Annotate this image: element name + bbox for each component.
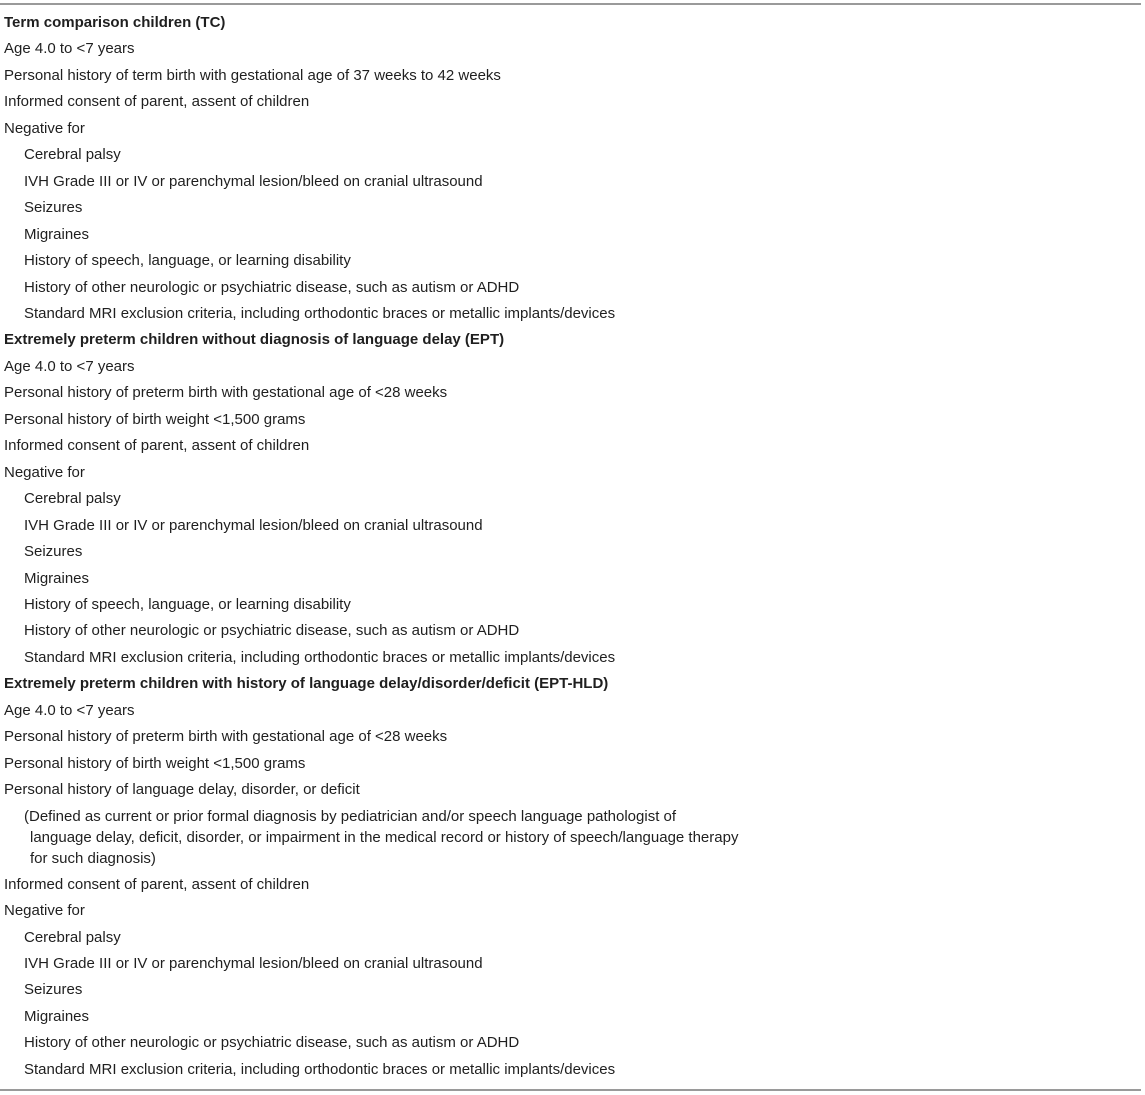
negative-item: History of speech, language, or learning disability (24, 595, 351, 613)
negative-item: Seizures (24, 543, 83, 561)
negative-item: Migraines (24, 1007, 90, 1025)
negative-item: Cerebral palsy (24, 490, 121, 508)
negative-item: History of other neurologic or psychiatric disease, such as autism or ADHD (24, 622, 520, 640)
criteria-table (0, 10, 1141, 1083)
negative-item: History of other neurologic or psychiatric disease, such as autism or ADHD (24, 1034, 520, 1052)
negative-item: Migraines (24, 569, 90, 587)
negative-item: Seizures (24, 981, 83, 999)
criteria-line: Personal history of preterm birth with gestational age of <28 weeks (4, 728, 448, 746)
section-heading-ept-hld: Extremely preterm children with history of language delay/disorder/deficit (EPT-HLD) (4, 675, 609, 693)
negative-item: Cerebral palsy (24, 928, 121, 946)
negative-item: IVH Grade III or IV or parenchymal lesion/bleed on cranial ultrasound (24, 172, 483, 190)
criteria-line: Age 4.0 to <7 years (4, 40, 135, 58)
criteria-line: Age 4.0 to <7 years (4, 701, 135, 719)
definition-note-line: for such diagnosis) (30, 849, 156, 867)
negative-item: History of other neurologic or psychiatric disease, such as autism or ADHD (24, 278, 520, 296)
section-heading-ept: Extremely preterm children without diagnosis of language delay (EPT) (4, 331, 505, 349)
negative-item: Cerebral palsy (24, 146, 121, 164)
negative-item: Seizures (24, 199, 83, 217)
negative-item: IVH Grade III or IV or parenchymal lesion/bleed on cranial ultrasound (24, 516, 483, 534)
criteria-line: Negative for (4, 902, 85, 920)
criteria-line: Personal history of term birth with gestational age of 37 weeks to 42 weeks (4, 66, 501, 84)
criteria-line: Informed consent of parent, assent of children (4, 437, 310, 455)
negative-item: History of speech, language, or learning disability (24, 252, 351, 270)
negative-item: Migraines (24, 225, 90, 243)
criteria-line: Personal history of birth weight <1,500 grams (4, 754, 306, 772)
negative-item: Standard MRI exclusion criteria, including orthodontic braces or metallic implants/devices (24, 648, 616, 666)
negative-item: Standard MRI exclusion criteria, including orthodontic braces or metallic implants/devices (24, 1060, 616, 1078)
criteria-line: Age 4.0 to <7 years (4, 357, 135, 375)
criteria-line: Personal history of birth weight <1,500 grams (4, 410, 306, 428)
definition-note-line: (Defined as current or prior formal diagnosis by pediatrician and/or speech language pathologist of (24, 807, 677, 825)
table-bottom-rule (0, 1089, 1141, 1091)
definition-note-line: language delay, deficit, disorder, or impairment in the medical record or history of speech/language therapy (30, 828, 739, 846)
section-heading-tc: Term comparison children (TC) (4, 14, 226, 31)
criteria-line: Personal history of preterm birth with gestational age of <28 weeks (4, 384, 448, 402)
definition-note (0, 804, 1141, 872)
criteria-line: Personal history of language delay, disorder, or deficit (4, 781, 360, 799)
criteria-line: Informed consent of parent, assent of children (4, 93, 310, 111)
negative-item: IVH Grade III or IV or parenchymal lesion/bleed on cranial ultrasound (24, 954, 483, 972)
criteria-line: Negative for (4, 119, 85, 137)
criteria-line: Negative for (4, 463, 85, 481)
criteria-line: Informed consent of parent, assent of children (4, 875, 310, 893)
table-top-rule (0, 3, 1141, 5)
negative-item: Standard MRI exclusion criteria, including orthodontic braces or metallic implants/devices (24, 304, 616, 322)
